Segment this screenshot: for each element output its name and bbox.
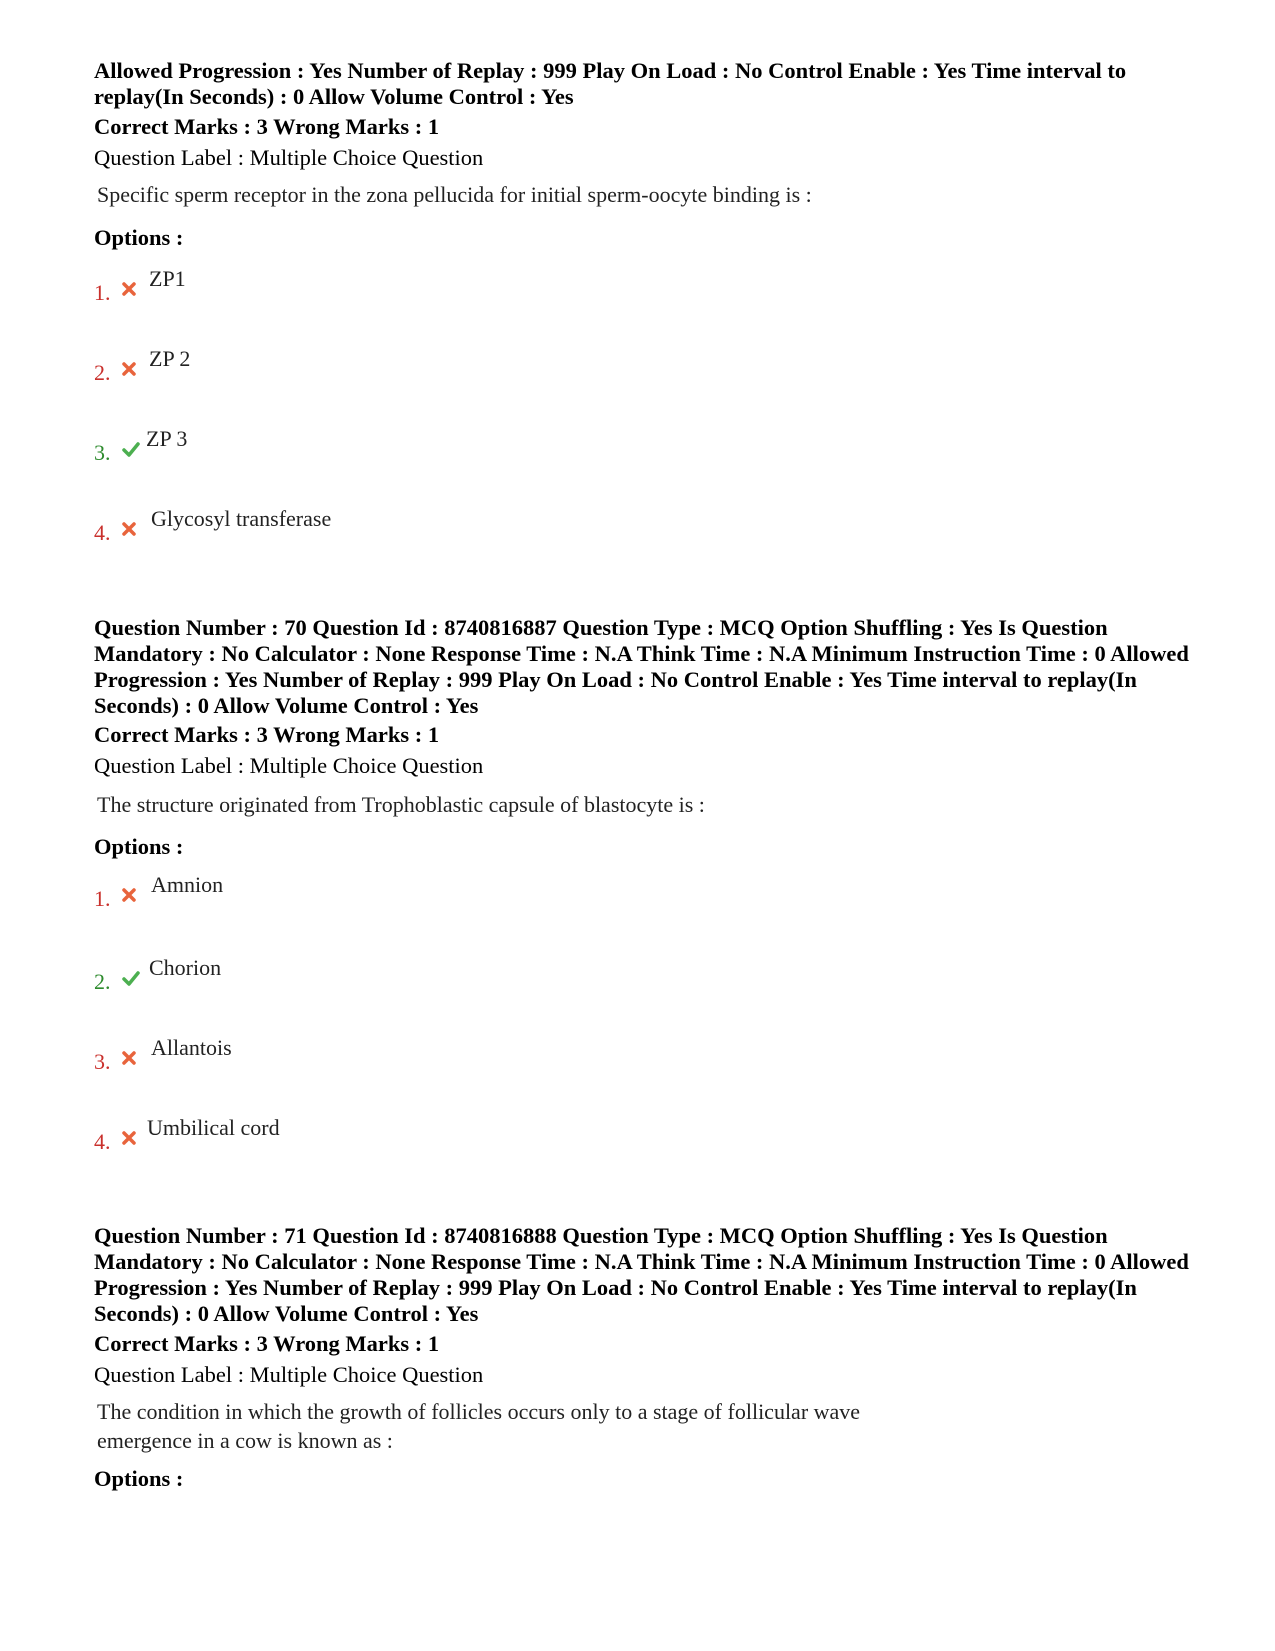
question-metadata: Allowed Progression : Yes Number of Replay : 999 Play On Load : No Control Enable : Yes Time interval to replay(In Seconds) : 0 Allow Volume Control : Yes	[94, 58, 1127, 109]
option-item	[94, 1115, 694, 1159]
cross-icon	[120, 886, 138, 904]
question-metadata: Question Number : 70 Question Id : 8740816887 Question Type : MCQ Option Shuffling : Yes Is Question Mandatory : No Calculator : None Response Time : N.A Think Time : N.A Minimum Instruction Time : 0 Allowed Progression : Yes Number of Replay : 999 Play On Load : No Control Enable : Yes Time interval to replay(In Seconds) : 0 Allow Volume Control : Yes	[94, 615, 1189, 718]
option-item	[94, 346, 694, 390]
question-marks: Correct Marks : 3 Wrong Marks : 1	[94, 722, 440, 747]
options-heading: Options :	[94, 225, 184, 250]
option-text: ZP1	[149, 266, 186, 291]
option-text: Amnion	[151, 872, 224, 897]
option-text: ZP 3	[146, 426, 188, 451]
check-icon	[120, 440, 142, 458]
question-metadata: Question Number : 71 Question Id : 8740816888 Question Type : MCQ Option Shuffling : Yes Is Question Mandatory : No Calculator : None Response Time : N.A Think Time : N.A Minimum Instruction Time : 0 Allowed Progression : Yes Number of Replay : 999 Play On Load : No Control Enable : Yes Time interval to replay(In Seconds) : 0 Allow Volume Control : Yes	[94, 1223, 1189, 1326]
question-marks: Correct Marks : 3 Wrong Marks : 1	[94, 114, 440, 139]
option-text: Glycosyl transferase	[151, 506, 332, 531]
option-number: 3.	[94, 440, 111, 465]
option-number: 2.	[94, 360, 111, 385]
option-item	[94, 266, 694, 310]
option-text: ZP 2	[149, 346, 191, 371]
cross-icon	[120, 360, 138, 378]
question-label: Question Label : Multiple Choice Question	[94, 1362, 484, 1387]
option-number: 2.	[94, 969, 111, 994]
question-label: Question Label : Multiple Choice Question	[94, 145, 484, 170]
options-heading: Options :	[94, 1466, 184, 1491]
option-item	[94, 506, 694, 550]
question-text-line-1: The condition in which the growth of follicles occurs only to a stage of follicular wave	[97, 1399, 861, 1424]
cross-icon	[120, 1049, 138, 1067]
question-label: Question Label : Multiple Choice Question	[94, 753, 484, 778]
option-item	[94, 955, 694, 999]
question-marks: Correct Marks : 3 Wrong Marks : 1	[94, 1331, 440, 1356]
option-number: 4.	[94, 520, 111, 545]
cross-icon	[120, 280, 138, 298]
cross-icon	[120, 520, 138, 538]
question-text: Specific sperm receptor in the zona pellucida for initial sperm-oocyte binding is :	[97, 182, 812, 207]
option-number: 3.	[94, 1049, 111, 1074]
check-icon	[120, 969, 142, 987]
option-text: Allantois	[151, 1035, 232, 1060]
question-text: The structure originated from Trophoblastic capsule of blastocyte is :	[97, 792, 705, 817]
option-item	[94, 872, 694, 916]
options-heading: Options :	[94, 834, 184, 859]
option-number: 1.	[94, 886, 111, 911]
option-text: Chorion	[149, 955, 222, 980]
cross-icon	[120, 1129, 138, 1147]
option-number: 1.	[94, 280, 111, 305]
option-number: 4.	[94, 1129, 111, 1154]
option-item	[94, 426, 694, 470]
option-item	[94, 1035, 694, 1079]
option-text: Umbilical cord	[147, 1115, 280, 1140]
question-text-line-2: emergence in a cow is known as :	[97, 1428, 393, 1453]
